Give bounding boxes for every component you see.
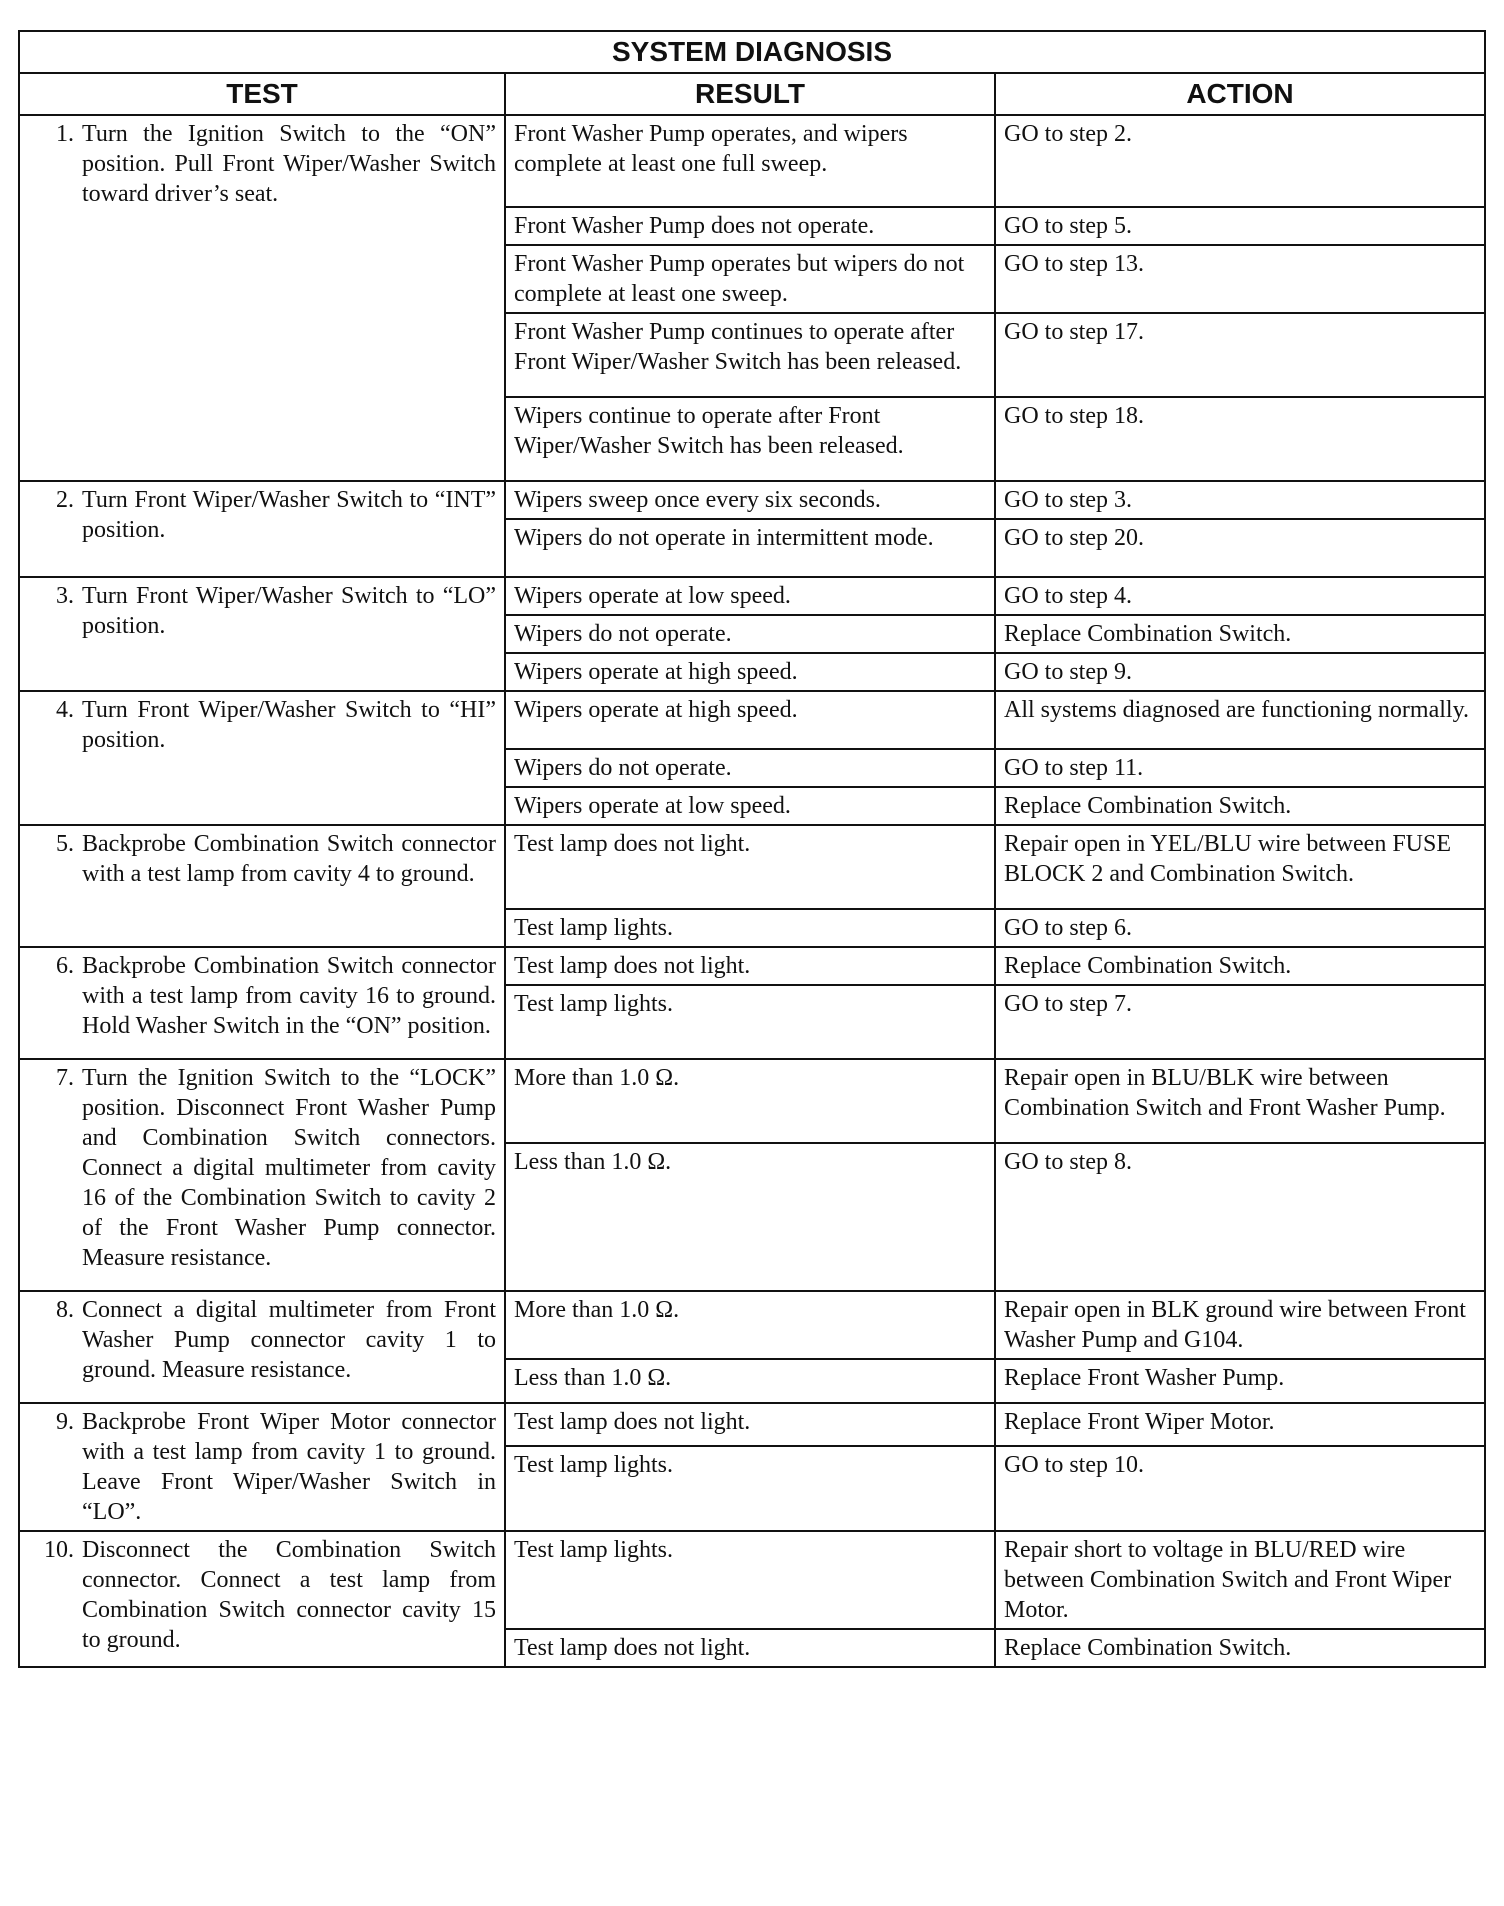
title-row xyxy=(19,31,1485,73)
step-number: 5. xyxy=(56,831,74,857)
table-row xyxy=(19,115,1485,207)
action-cell: GO to step 6. xyxy=(995,909,1485,947)
test-text: Turn the Ignition Switch to the “ON” position. Pull Front Wiper/Washer Switch toward driver’s seat. xyxy=(82,121,496,207)
result-cell: Less than 1.0 Ω. xyxy=(505,1143,995,1291)
action-cell: GO to step 9. xyxy=(995,653,1485,691)
action-cell: GO to step 3. xyxy=(995,481,1485,519)
result-cell: Front Washer Pump continues to operate after Front Wiper/Washer Switch has been released. xyxy=(505,313,995,397)
action-cell: Replace Combination Switch. xyxy=(995,615,1485,653)
result-cell: Wipers do not operate. xyxy=(505,615,995,653)
step-number: 1. xyxy=(56,121,74,147)
action-cell: Replace Front Wiper Motor. xyxy=(995,1403,1485,1446)
result-cell: Wipers operate at low speed. xyxy=(505,577,995,615)
result-cell: Test lamp does not light. xyxy=(505,825,995,909)
result-cell: Test lamp lights. xyxy=(505,1531,995,1629)
action-cell: Replace Combination Switch. xyxy=(995,1629,1485,1667)
result-cell: Front Washer Pump operates, and wipers complete at least one full sweep. xyxy=(505,115,995,207)
step-number: 3. xyxy=(56,583,74,609)
test-text: Disconnect the Combination Switch connector. Connect a test lamp from Combination Switch connector cavity 15 to ground. xyxy=(82,1537,496,1653)
result-cell: Test lamp lights. xyxy=(505,985,995,1059)
action-cell: GO to step 8. xyxy=(995,1143,1485,1291)
result-cell: Wipers do not operate. xyxy=(505,749,995,787)
result-cell: Wipers operate at low speed. xyxy=(505,787,995,825)
test-text: Backprobe Combination Switch connector with a test lamp from cavity 16 to ground. Hold Washer Switch in the “ON” position. xyxy=(82,953,496,1039)
test-text: Backprobe Combination Switch connector with a test lamp from cavity 4 to ground. xyxy=(82,831,496,887)
table-body xyxy=(19,115,1485,1667)
test-cell xyxy=(19,1059,505,1291)
table-row xyxy=(19,577,1485,615)
table-row xyxy=(19,691,1485,749)
result-cell: Less than 1.0 Ω. xyxy=(505,1359,995,1403)
action-cell: GO to step 5. xyxy=(995,207,1485,245)
table-row xyxy=(19,481,1485,519)
result-cell: Front Washer Pump does not operate. xyxy=(505,207,995,245)
test-cell xyxy=(19,481,505,577)
step-number: 8. xyxy=(56,1297,74,1323)
table-row xyxy=(19,1059,1485,1143)
result-cell: Wipers operate at high speed. xyxy=(505,653,995,691)
result-cell: Wipers operate at high speed. xyxy=(505,691,995,749)
step-number: 9. xyxy=(56,1409,74,1435)
test-text: Connect a digital multimeter from Front Washer Pump connector cavity 1 to ground. Measure resistance. xyxy=(82,1297,496,1383)
header-action: ACTION xyxy=(995,73,1485,115)
table-row xyxy=(19,1531,1485,1629)
table-row xyxy=(19,1291,1485,1359)
action-cell: GO to step 2. xyxy=(995,115,1485,207)
step-number: 4. xyxy=(56,697,74,723)
header-result: RESULT xyxy=(505,73,995,115)
action-cell: GO to step 20. xyxy=(995,519,1485,577)
test-cell xyxy=(19,1531,505,1667)
test-text: Turn the Ignition Switch to the “LOCK” position. Disconnect Front Washer Pump and Combination Switch connectors. Connect a digital multimeter from cavity 16 of the Combination Switch to cavity 2 of the Front Washer Pump connector. Measure resistance. xyxy=(82,1065,496,1271)
result-cell: Test lamp does not light. xyxy=(505,1403,995,1446)
result-cell: Test lamp does not light. xyxy=(505,947,995,985)
result-cell: More than 1.0 Ω. xyxy=(505,1059,995,1143)
table-row xyxy=(19,1403,1485,1446)
action-cell: GO to step 13. xyxy=(995,245,1485,313)
result-cell: Wipers do not operate in intermittent mode. xyxy=(505,519,995,577)
action-cell: GO to step 17. xyxy=(995,313,1485,397)
result-cell: Test lamp lights. xyxy=(505,1446,995,1531)
test-cell xyxy=(19,825,505,947)
action-cell: Replace Combination Switch. xyxy=(995,947,1485,985)
action-cell: GO to step 11. xyxy=(995,749,1485,787)
test-text: Turn Front Wiper/Washer Switch to “HI” position. xyxy=(82,697,496,753)
test-cell xyxy=(19,577,505,691)
test-text: Backprobe Front Wiper Motor connector with a test lamp from cavity 1 to ground. Leave Front Wiper/Washer Switch in “LO”. xyxy=(82,1409,496,1525)
test-cell xyxy=(19,115,505,481)
action-cell: GO to step 7. xyxy=(995,985,1485,1059)
result-cell: Wipers sweep once every six seconds. xyxy=(505,481,995,519)
test-text: Turn Front Wiper/Washer Switch to “LO” position. xyxy=(82,583,496,639)
diagnosis-sheet xyxy=(18,30,1484,1668)
step-number: 7. xyxy=(56,1065,74,1091)
test-cell xyxy=(19,1403,505,1531)
action-cell: GO to step 10. xyxy=(995,1446,1485,1531)
step-number: 6. xyxy=(56,953,74,979)
test-cell xyxy=(19,947,505,1059)
action-cell: Repair open in YEL/BLU wire between FUSE BLOCK 2 and Combination Switch. xyxy=(995,825,1485,909)
header-row xyxy=(19,73,1485,115)
action-cell: GO to step 18. xyxy=(995,397,1485,481)
result-cell: More than 1.0 Ω. xyxy=(505,1291,995,1359)
test-cell xyxy=(19,1291,505,1403)
result-cell: Front Washer Pump operates but wipers do not complete at least one sweep. xyxy=(505,245,995,313)
table-row xyxy=(19,947,1485,985)
system-diagnosis-table xyxy=(18,30,1486,1668)
result-cell: Test lamp lights. xyxy=(505,909,995,947)
action-cell: Replace Front Washer Pump. xyxy=(995,1359,1485,1403)
action-cell: Repair open in BLK ground wire between Front Washer Pump and G104. xyxy=(995,1291,1485,1359)
action-cell: GO to step 4. xyxy=(995,577,1485,615)
action-cell: Repair short to voltage in BLU/RED wire between Combination Switch and Front Wiper Motor. xyxy=(995,1531,1485,1629)
test-text: Turn Front Wiper/Washer Switch to “INT” position. xyxy=(82,487,496,543)
action-cell: Repair open in BLU/BLK wire between Combination Switch and Front Washer Pump. xyxy=(995,1059,1485,1143)
table-title: SYSTEM DIAGNOSIS xyxy=(19,31,1485,73)
header-test: TEST xyxy=(19,73,505,115)
action-cell: All systems diagnosed are functioning normally. xyxy=(995,691,1485,749)
step-number: 2. xyxy=(56,487,74,513)
result-cell: Test lamp does not light. xyxy=(505,1629,995,1667)
step-number: 10. xyxy=(44,1537,74,1563)
test-cell xyxy=(19,691,505,825)
action-cell: Replace Combination Switch. xyxy=(995,787,1485,825)
result-cell: Wipers continue to operate after Front Wiper/Washer Switch has been released. xyxy=(505,397,995,481)
table-row xyxy=(19,825,1485,909)
